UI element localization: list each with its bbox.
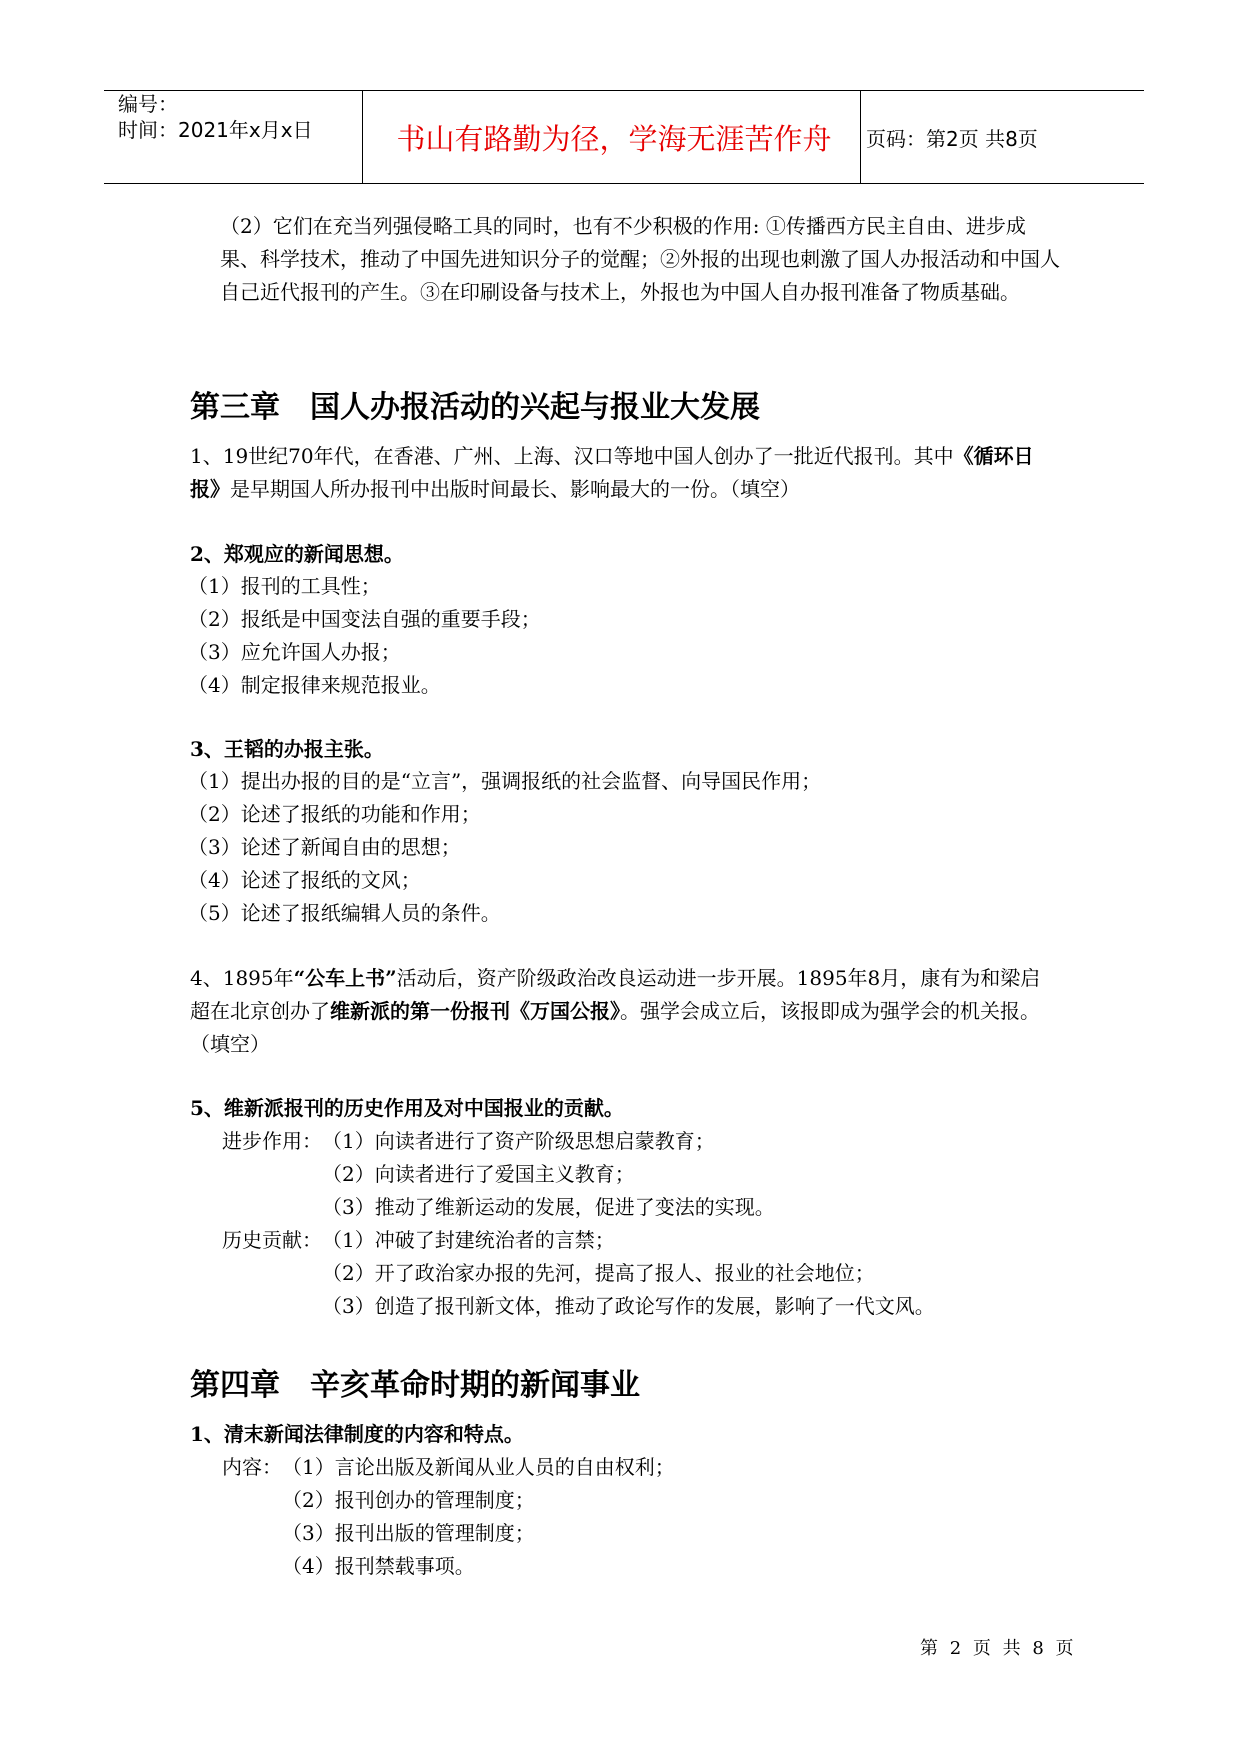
list-item: （4）制定报律来规范报业。 [188,673,441,697]
ch3-q5-progress-list [322,1125,1192,1224]
ch3-q4-text: 4、1895年 [190,966,294,990]
list-item: （5）论述了报纸编辑人员的条件。 [188,901,501,925]
header-motto: 书山有路勤为径，学海无涯苦作舟 [396,121,832,156]
list-item: （3）创造了报刊新文体，推动了政论写作的发展，影响了一代文风。 [322,1294,935,1318]
list-item: （4）论述了报纸的文风； [188,868,421,892]
list-item: （3）推动了维新运动的发展，促进了变法的实现。 [322,1195,775,1219]
ch3-q4-text: 。强学会成立后，该报即成为强学会的机关报。 （填空） [190,999,1050,1056]
header-divider [362,91,363,183]
time-label: 时间：2021年x月x日 [118,118,313,142]
list-item: （1）提出办报的目的是“立言”，强调报纸的社会监督、向导国民作用； [188,769,822,793]
list-item: （3）应允许国人办报； [188,640,401,664]
ch4-q1-list [282,1451,1152,1583]
list-item: （1）向读者进行了资产阶级思想启蒙教育； [322,1129,715,1153]
header-meta [118,91,313,143]
list-item: （1）言论出版及新闻从业人员的自由权利； [282,1455,675,1479]
list-item: （1）报刊的工具性； [188,574,381,598]
ch3-q4-bold: “公车上书” [293,966,397,990]
ch4-q1-title: 1、清末新闻法律制度的内容和特点。 [190,1422,524,1446]
header-divider [860,91,861,183]
number-label: 编号： [118,92,178,116]
ch4-q1-label: 内容： [222,1455,282,1479]
ch3-q4-paragraph [190,962,1060,1061]
page-header [104,90,1144,184]
ch3-q1-text: 1、19世纪70年代，在香港、广州、上海、汉口等地中国人创办了一批近代报刊。其中 [190,444,954,468]
ch3-q2-title: 2、郑观应的新闻思想。 [190,542,404,566]
intro-paragraph: （2）它们在充当列强侵略工具的同时，也有不少积极的作用: ①传播西方民主自由、进步成果、科学技术，推动了中国先进知识分子的觉醒；②外报的出现也刺激了国人办报活动和中国人自己近代报刊的产生。③在印刷设备与技术上，外报也为中国人自办报刊准备了物质基础。 [220,214,1060,304]
ch3-q5-history-list [322,1224,1192,1323]
list-item: （2）开了政治家办报的先河，提高了报人、报业的社会地位； [322,1261,875,1285]
chapter3-title: 第三章 国人办报活动的兴起与报业大发展 [190,390,760,425]
list-item: （2）向读者进行了爱国主义教育； [322,1162,635,1186]
page-footer: 第 2 页 共 8 页 [920,1638,1077,1659]
header-page-label: 页码：第2页 共8页 [866,126,1038,151]
list-item: （2）论述了报纸的功能和作用； [188,802,481,826]
ch3-q1-text-end: 是早期国人所办报刊中出版时间最长、影响最大的一份。（填空） [230,477,800,501]
ch3-q4-text: 活动后，资产阶级政治改良运动进一步开展。1895年8月，康有为和梁启超在北京创办了 [190,966,1041,1023]
ch3-q3-list [188,765,1058,930]
ch3-q3-title: 3、王韬的办报主张。 [190,737,384,761]
ch3-q1-paragraph [190,440,1060,506]
list-item: （2）报刊创办的管理制度； [282,1488,535,1512]
list-item: （1）冲破了封建统治者的言禁； [322,1228,615,1252]
list-item: （3）报刊出版的管理制度； [282,1521,535,1545]
ch3-q5-history-label: 历史贡献： [222,1228,322,1252]
ch3-q1-bold: 《循环日报》 [190,444,1034,501]
list-item: （2）报纸是中国变法自强的重要手段； [188,607,541,631]
ch3-q4-bold: 维新派的第一份报刊《万国公报》 [330,999,620,1023]
chapter4-title: 第四章 辛亥革命时期的新闻事业 [190,1368,640,1403]
ch3-q2-list [188,570,1058,702]
ch3-q5-title: 5、维新派报刊的历史作用及对中国报业的贡献。 [190,1096,624,1120]
list-item: （3）论述了新闻自由的思想； [188,835,461,859]
ch3-q5-progress-label: 进步作用： [222,1129,322,1153]
list-item: （4）报刊禁载事项。 [282,1554,475,1578]
